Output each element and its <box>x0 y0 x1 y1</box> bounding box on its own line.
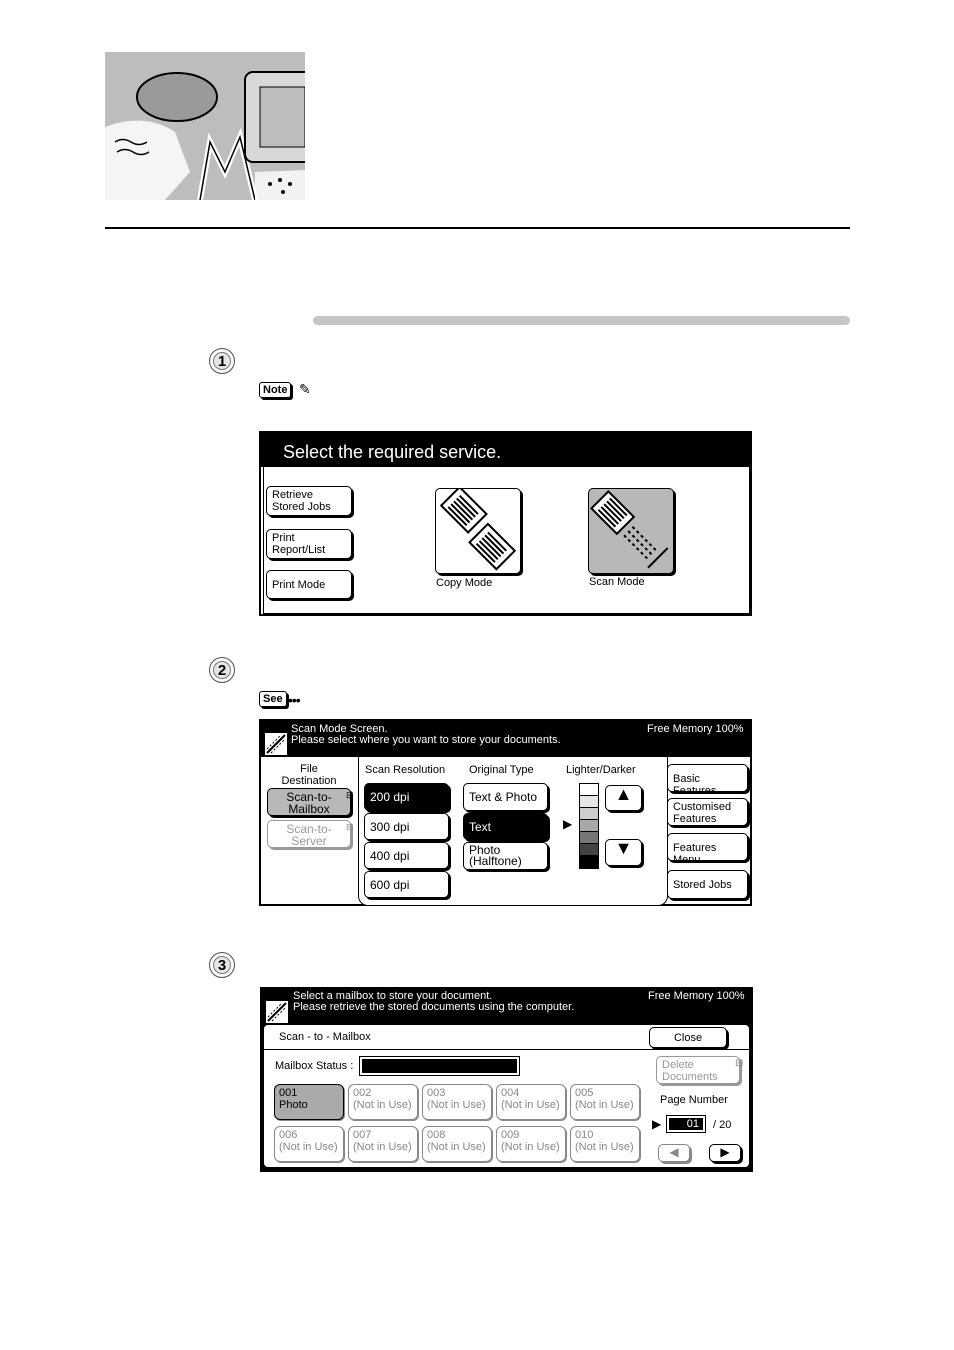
scan-resolution-label: Scan Resolution <box>365 764 446 776</box>
step-1-marker: 1 <box>209 348 235 374</box>
mailbox-009[interactable]: 009 (Not in Use) <box>496 1126 566 1162</box>
lighter-darker-label: Lighter/Darker <box>566 764 636 776</box>
copy-mode-button[interactable] <box>435 488 521 574</box>
density-pointer-icon: ▶ <box>563 817 573 831</box>
scan-mode-icon <box>589 489 673 573</box>
text-button[interactable]: Text <box>463 813 548 840</box>
scan-to-mailbox-button[interactable]: Scan-to- Mailbox <box>267 788 351 816</box>
folder-icon: ⊟ <box>346 790 354 800</box>
customised-features-button[interactable]: Customised Features <box>667 798 748 826</box>
scan-header-line1: Scan Mode Screen. <box>291 723 388 735</box>
page-number-label: Page Number <box>660 1094 728 1106</box>
mailbox-status-label: Mailbox Status : <box>275 1060 354 1072</box>
mailbox-008[interactable]: 008 (Not in Use) <box>422 1126 492 1162</box>
folder-icon: ⊟ <box>346 822 354 832</box>
mailbox-007[interactable]: 007 (Not in Use) <box>348 1126 418 1162</box>
retrieve-stored-jobs-button[interactable]: Retrieve Stored Jobs <box>266 486 352 516</box>
mailbox-010[interactable]: 010 (Not in Use) <box>570 1126 640 1162</box>
step-2-marker: 2 <box>209 657 235 683</box>
delete-documents-button[interactable]: Delete Documents <box>656 1056 740 1084</box>
pencil-icon: ✎ <box>299 381 311 397</box>
original-type-label: Original Type <box>469 764 534 776</box>
scan-mode-button[interactable] <box>588 488 674 574</box>
mailbox-006[interactable]: 006 (Not in Use) <box>274 1126 344 1162</box>
dots-icon: ••• <box>288 692 300 708</box>
mailbox-002[interactable]: 002 (Not in Use) <box>348 1084 418 1120</box>
features-menu-button[interactable]: Features Menu <box>667 833 748 861</box>
print-mode-button[interactable]: Print Mode <box>266 570 352 599</box>
scan-header-icon <box>266 1001 288 1023</box>
section-bar <box>313 316 850 325</box>
density-scale <box>579 783 599 869</box>
copy-mode-icon <box>436 489 520 573</box>
note-tag: Note <box>259 382 291 398</box>
resolution-200-button[interactable]: 200 dpi <box>364 783 449 811</box>
mailbox-004[interactable]: 004 (Not in Use) <box>496 1084 566 1120</box>
page-number-field[interactable]: 01 <box>667 1116 705 1132</box>
mailbox-005[interactable]: 005 (Not in Use) <box>570 1084 640 1120</box>
print-report-list-button[interactable]: Print Report/List <box>266 529 352 559</box>
lighter-up-button[interactable]: ▲ <box>605 785 642 811</box>
mailbox-screen <box>260 987 753 1172</box>
mailbox-status-bar <box>359 1056 520 1076</box>
resolution-400-button[interactable]: 400 dpi <box>364 842 449 869</box>
mailbox-header-line1: Select a mailbox to store your document. <box>293 990 493 1002</box>
free-memory: Free Memory 100% <box>647 723 744 735</box>
page-pointer-icon: ▶ <box>652 1117 662 1131</box>
mailbox-003[interactable]: 003 (Not in Use) <box>422 1084 492 1120</box>
title-divider <box>264 1049 749 1050</box>
text-photo-button[interactable]: Text & Photo <box>463 783 548 811</box>
next-page-button[interactable]: ▶ <box>709 1144 741 1162</box>
folder-icon: ⊟ <box>735 1058 744 1069</box>
page-total: / 20 <box>713 1119 732 1131</box>
chapter-rule <box>105 227 850 229</box>
see-tag: See <box>259 691 287 707</box>
basic-features-button[interactable]: Basic Features <box>667 764 748 792</box>
close-button[interactable]: Close <box>649 1027 727 1048</box>
service-select-screen <box>259 431 752 616</box>
resolution-300-button[interactable]: 300 dpi <box>364 813 449 840</box>
previous-page-button[interactable]: ◀ <box>658 1144 690 1162</box>
mailbox-001[interactable]: 001 Photo <box>274 1084 344 1120</box>
scan-header-icon <box>265 733 287 755</box>
chapter-illustration <box>105 52 305 200</box>
step-3-marker: 3 <box>209 952 235 978</box>
photo-halftone-button[interactable]: Photo (Halftone) <box>463 842 548 870</box>
scan-header-line2: Please select where you want to store your documents. <box>291 734 561 746</box>
stored-jobs-button[interactable]: Stored Jobs <box>667 870 748 899</box>
scan-mode-screen <box>259 719 752 906</box>
copy-mode-label: Copy Mode <box>436 577 493 589</box>
mailbox-header-line2: Please retrieve the stored documents using the computer. <box>293 1001 575 1013</box>
mailbox-title: Scan - to - Mailbox <box>279 1031 371 1043</box>
screen-title: Select the required service. <box>261 433 750 467</box>
scan-to-server-button[interactable]: Scan-to- Server <box>267 820 351 848</box>
free-memory: Free Memory 100% <box>648 990 745 1002</box>
file-destination-label: File Destination <box>281 763 337 787</box>
darker-down-button[interactable]: ▼ <box>605 839 642 866</box>
resolution-600-button[interactable]: 600 dpi <box>364 871 449 898</box>
scan-mode-label: Scan Mode <box>589 576 645 588</box>
